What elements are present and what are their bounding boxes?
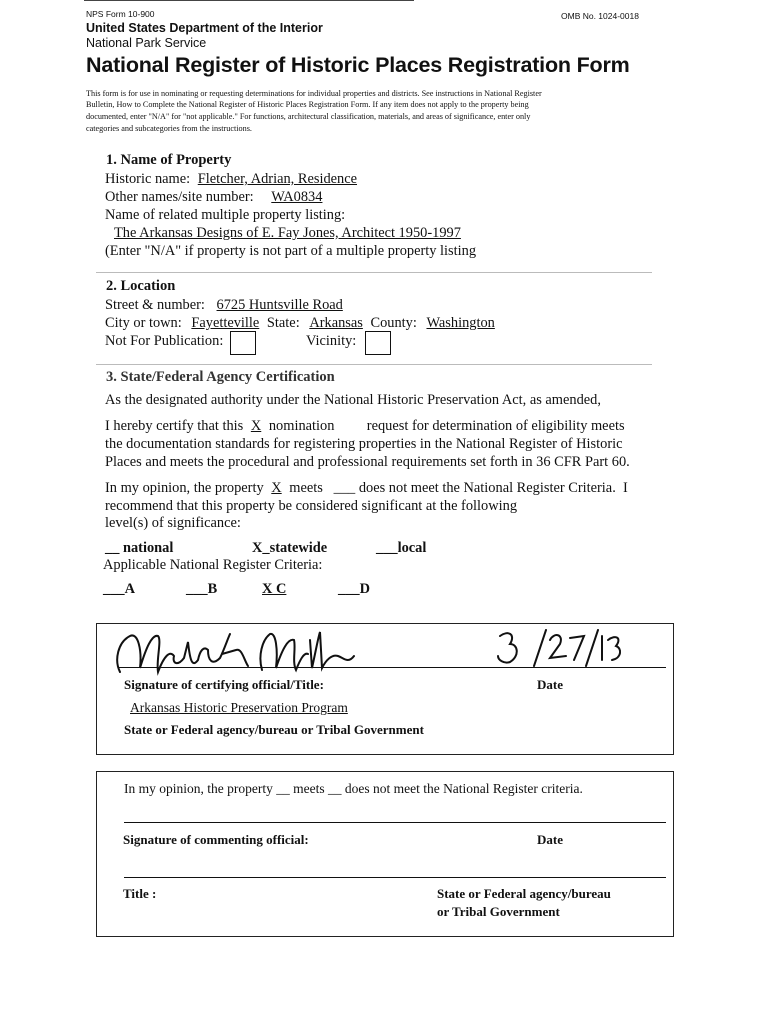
instructions-line-1: This form is for use in nominating or requesting determinations for individual properties and districts. See instructions in National Register <box>86 89 542 98</box>
commenting-rule-1 <box>124 822 666 823</box>
certify-line-2: the documentation standards for registering properties in the National Register of Historic <box>105 436 623 452</box>
commenting-agency-line-1: State or Federal agency/bureau <box>437 886 611 901</box>
vicinity-label: Vicinity: <box>306 333 357 349</box>
instructions-line-2: Bulletin, How to Complete the National Register of Historic Places Registration Form. If any item does not apply to the property being <box>86 100 529 109</box>
header-top-rule <box>84 0 414 1</box>
certifying-signature-image <box>112 620 372 682</box>
historic-name-row <box>105 170 357 188</box>
certifying-date-image <box>494 626 624 672</box>
certify-text-b: nomination request for determination of eligibility meets <box>265 418 625 434</box>
certifying-signature-line <box>118 667 666 668</box>
historic-name-label: Historic name: <box>105 171 191 187</box>
opinion-text-b: meets ___ does not meet the National Register Criteria. I <box>285 480 628 496</box>
opinion-line-3: level(s) of significance: <box>105 515 241 531</box>
criterion-c[interactable]: X C <box>262 581 287 597</box>
level-national[interactable]: __ national <box>105 540 174 556</box>
other-names-row <box>105 188 322 206</box>
commenting-opinion-text: In my opinion, the property __ meets __ does not meet the National Register criteria. <box>124 781 583 796</box>
historic-name-value[interactable]: Fletcher, Adrian, Residence <box>197 171 358 187</box>
state-label: State: <box>266 315 300 331</box>
multiple-property-label: Name of related multiple property listing: <box>105 207 346 223</box>
section-1-divider <box>96 272 652 273</box>
commenting-rule-2 <box>124 877 666 878</box>
city-label: City or town: <box>105 315 182 331</box>
criterion-d[interactable]: ___D <box>338 581 370 597</box>
criterion-b[interactable]: ___B <box>186 581 218 597</box>
criteria-label: Applicable National Register Criteria: <box>103 557 323 573</box>
opinion-line-2: recommend that this property be considered significant at the following <box>105 498 518 514</box>
section-1-heading: 1. Name of Property <box>106 152 232 168</box>
page-title: National Register of Historic Places Registration Form <box>86 53 630 77</box>
criterion-a[interactable]: ___A <box>103 581 135 597</box>
county-value[interactable]: Washington <box>426 315 495 331</box>
certifying-date-label: Date <box>537 677 563 692</box>
street-value[interactable]: 6725 Huntsville Road <box>216 297 343 313</box>
not-for-publication-label: Not For Publication: <box>105 333 224 349</box>
opinion-text-a: In my opinion, the property <box>105 480 268 496</box>
section-3-heading: 3. State/Federal Agency Certification <box>106 369 335 385</box>
street-row <box>105 296 343 314</box>
certify-nomination-mark[interactable]: X <box>250 418 262 434</box>
level-local[interactable]: ___local <box>376 540 427 556</box>
city-row <box>105 314 495 332</box>
form-number: NPS Form 10-900 <box>86 9 155 19</box>
section-2-heading: 2. Location <box>106 278 176 294</box>
state-value[interactable]: Arkansas <box>309 315 363 331</box>
certify-text-a: I hereby certify that this <box>105 418 247 434</box>
commenting-date-label: Date <box>537 832 563 847</box>
other-names-value[interactable]: WA0834 <box>271 189 323 205</box>
omb-number: OMB No. 1024-0018 <box>561 11 639 21</box>
multiple-property-note: (Enter "N/A" if property is not part of a multiple property listing <box>105 243 477 259</box>
official-title-value[interactable]: Arkansas Historic Preservation Program <box>130 700 348 715</box>
service-name: National Park Service <box>86 36 207 50</box>
certify-line-1 <box>105 417 625 435</box>
other-names-label: Other names/site number: <box>105 189 254 205</box>
county-label: County: <box>370 315 417 331</box>
instructions-line-3: documented, enter "N/A" for "not applicable." For functions, architectural classification, materials, and areas of significance, enter only <box>86 112 531 121</box>
level-statewide[interactable]: X_statewide <box>252 540 328 556</box>
instructions-line-4: categories and subcategories from the instructions. <box>86 124 252 133</box>
certify-line-3: Places and meets the procedural and professional requirements set forth in 36 CFR Part 60. <box>105 454 630 470</box>
opinion-meets-mark[interactable]: X <box>271 480 282 496</box>
commenting-signature-label: Signature of commenting official: <box>123 832 309 847</box>
certifying-signature-label: Signature of certifying official/Title: <box>124 677 324 692</box>
city-value[interactable]: Fayetteville <box>191 315 260 331</box>
department-name: United States Department of the Interior <box>86 21 323 35</box>
certifying-agency-label: State or Federal agency/bureau or Tribal Government <box>124 722 424 737</box>
street-label: Street & number: <box>105 297 205 313</box>
vicinity-checkbox[interactable] <box>365 331 391 355</box>
authority-text: As the designated authority under the National Historic Preservation Act, as amended, <box>105 392 601 408</box>
opinion-line-1 <box>105 479 628 497</box>
commenting-title-label: Title : <box>123 886 157 901</box>
not-for-publication-checkbox[interactable] <box>230 331 256 355</box>
multiple-property-value[interactable]: The Arkansas Designs of E. Fay Jones, Architect 1950-1997 <box>114 225 461 241</box>
section-2-divider <box>96 364 652 365</box>
commenting-agency-line-2: or Tribal Government <box>437 904 560 919</box>
